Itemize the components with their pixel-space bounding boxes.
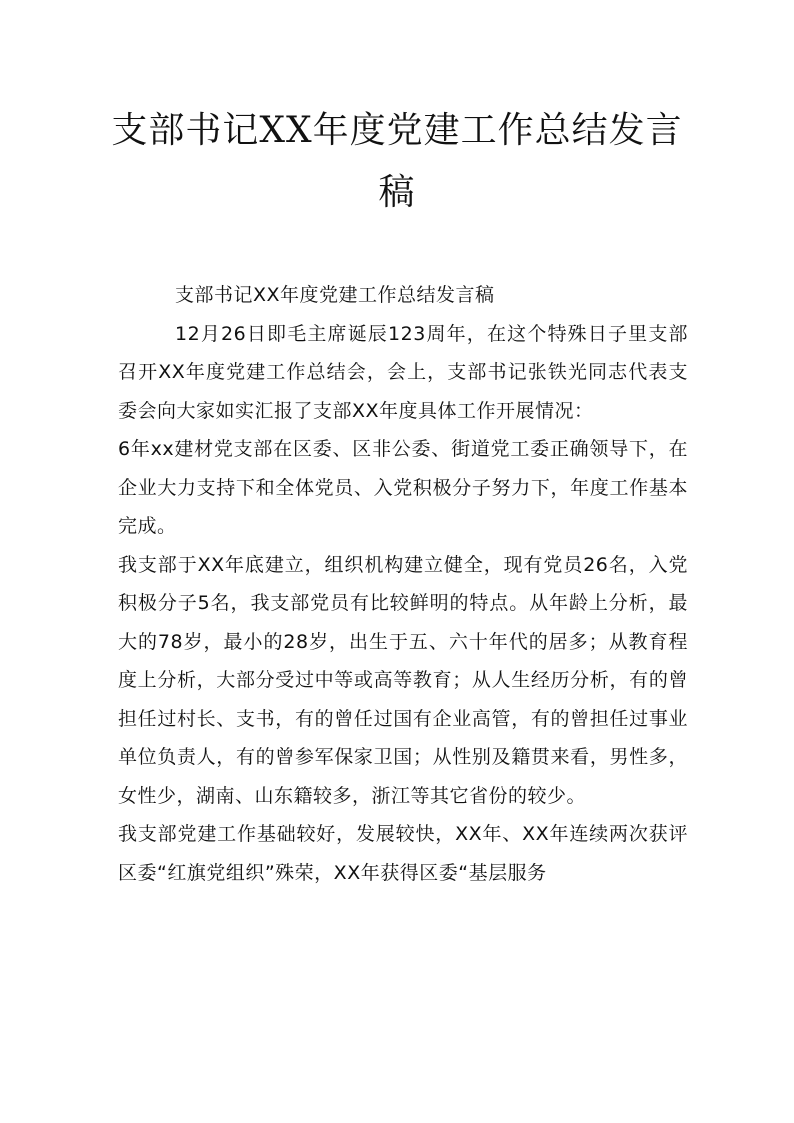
body-paragraph: 我支部于XX年底建立，组织机构建立健全，现有党员26名，入党积极分子5名，我支部党员有比较鲜明的特点。从年龄上分析，最大的78岁，最小的28岁，出生于五、六十年代的居多；从教育程度上分析，大部分受过中等或高等教育；从人生经历分析，有的曾担任过村长、支书，有的曾任过国有企业高管，有的曾担任过事业单位负责人，有的曾参军保家卫国；从性别及籍贯来看，男性多，女性少，湖南、山东籍较多，浙江等其它省份的较少。	[118, 553, 688, 807]
body-paragraph: 我支部党建工作基础较好，发展较快，XX年、XX年连续两次获评区委“红旗党组织”殊荣，XX年获得区委“基层服务	[118, 823, 688, 884]
document-body	[118, 276, 688, 892]
body-paragraph: 12月26日即毛主席诞辰123周年，在这个特殊日子里支部召开XX年度党建工作总结会，会上，支部书记张铁光同志代表支委会向大家如实汇报了支部XX年度具体工作开展情况：	[118, 322, 688, 422]
document-title: 支部书记XX年度党建工作总结发言稿	[111, 110, 683, 213]
subtitle-paragraph: 支部书记XX年度党建工作总结发言稿	[175, 284, 495, 306]
body-paragraph: 6年xx建材党支部在区委、区非公委、街道党工委正确领导下，在企业大力支持下和全体党员、入党积极分子努力下，年度工作基本完成。	[118, 438, 688, 537]
